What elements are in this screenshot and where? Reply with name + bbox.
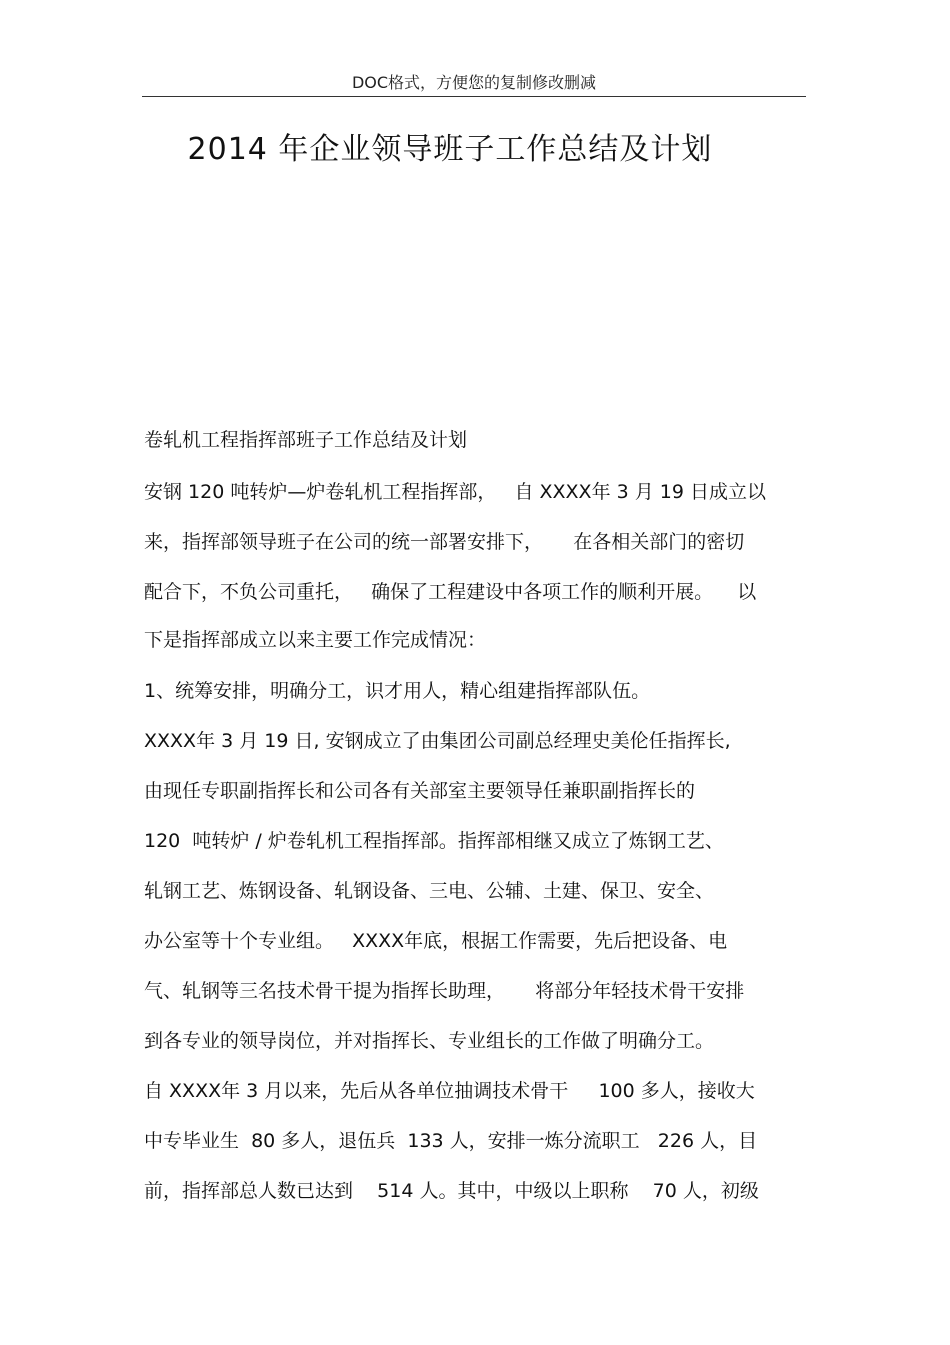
page-header: DOC格式，方便您的复制修改删减 <box>351 73 597 92</box>
body-line: 轧钢工艺、炼钢设备、轧钢设备、三电、公辅、土建、保卫、安全、 <box>144 880 715 902</box>
body-line: 配合下，不负公司重托， 确保了工程建设中各项工作的顺利开展。 以 <box>144 581 757 603</box>
body-line: 安钢 120 吨转炉—炉卷轧机工程指挥部， 自 XXXX年 3 月 19 日成立以 <box>144 481 766 503</box>
body-line: XXXX年 3 月 19 日, 安钢成立了由集团公司副总经理史美伦任指挥长, <box>144 730 731 752</box>
body-line: 气、轧钢等三名技术骨干提为指挥长助理， 将部分年轻技术骨干安排 <box>144 980 745 1002</box>
body-line: 下是指挥部成立以来主要工作完成情况： <box>144 629 487 651</box>
body-line: 自 XXXX年 3 月以来，先后从各单位抽调技术骨干 100 多人，接收大 <box>144 1080 755 1102</box>
document-title: 2014 年企业领导班子工作总结及计划 <box>187 132 713 167</box>
body-line: 120 吨转炉 / 炉卷轧机工程指挥部。指挥部相继又成立了炼钢工艺、 <box>144 830 724 852</box>
body-line: 卷轧机工程指挥部班子工作总结及计划 <box>144 429 468 451</box>
body-line: 由现任专职副指挥长和公司各有关部室主要领导任兼职副指挥长的 <box>144 780 696 802</box>
body-line: 到各专业的领导岗位，并对指挥长、专业组长的工作做了明确分工。 <box>144 1030 715 1052</box>
header-divider <box>142 96 806 97</box>
body-line: 前，指挥部总人数已达到 514 人。其中，中级以上职称 70 人，初级 <box>144 1180 759 1202</box>
body-line: 办公室等十个专业组。 XXXX年底，根据工作需要，先后把设备、电 <box>144 930 728 952</box>
body-line: 来，指挥部领导班子在公司的统一部署安排下， 在各相关部门的密切 <box>144 531 745 553</box>
body-line: 1、统筹安排，明确分工，识才用人，精心组建指挥部队伍。 <box>144 680 651 702</box>
body-line: 中专毕业生 80 多人，退伍兵 133 人，安排一炼分流职工 226 人，目 <box>144 1130 758 1152</box>
